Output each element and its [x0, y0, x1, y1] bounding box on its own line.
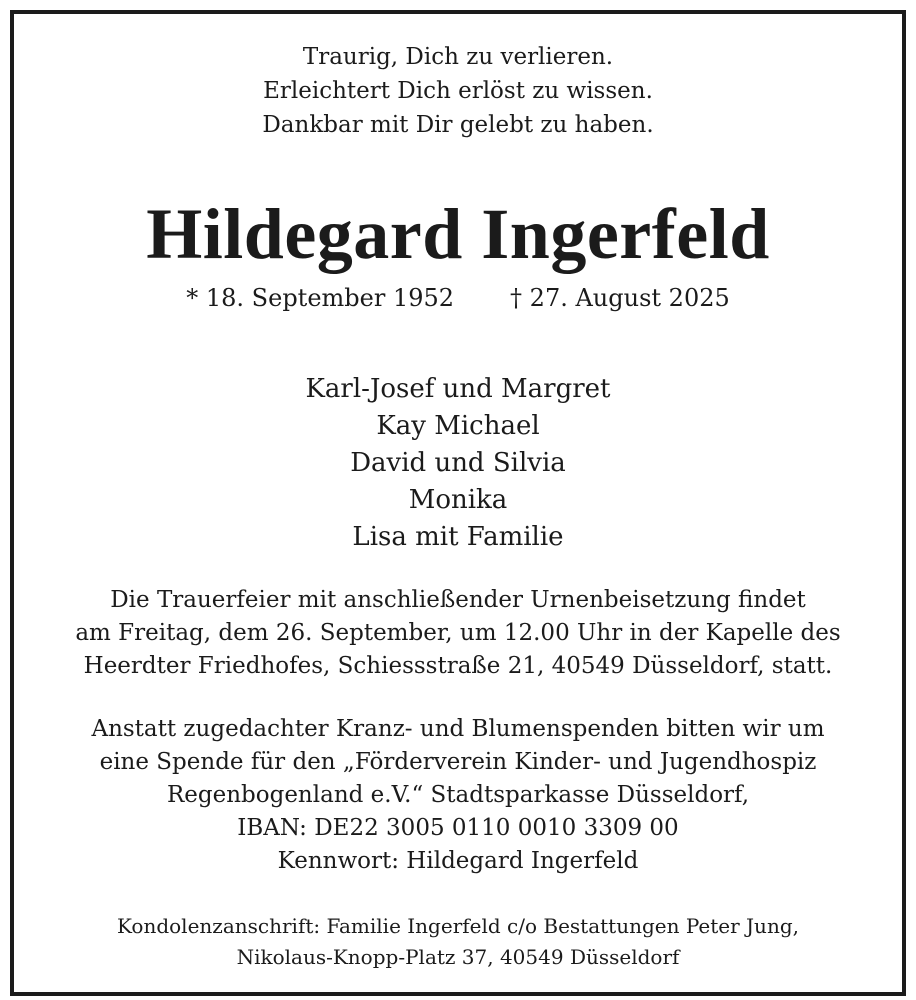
ceremony-line-3: Heerdter Friedhofes, Schiessstraße 21, 40549 Düsseldorf, statt.	[83, 653, 833, 679]
condolence-line-2: Nikolaus-Knopp-Platz 37, 40549 Düsseldorf	[236, 945, 680, 969]
verse-line-2: Erleichtert Dich erlöst zu wissen.	[263, 78, 653, 104]
donation-line-1: Anstatt zugedachter Kranz- und Blumenspenden bitten wir um	[91, 716, 825, 742]
condolence-line-1: Kondolenzanschrift: Familie Ingerfeld c/o Bestattungen Peter Jung,	[117, 914, 799, 938]
donation-line-3: Regenbogenland e.V.“ Stadtsparkasse Düsseldorf,	[166, 782, 750, 808]
birth-date: * 18. September 1952	[186, 284, 455, 312]
mourner-2: Kay Michael	[376, 411, 540, 441]
deceased-name: Hildegard Ingerfeld	[146, 194, 770, 274]
donation-line-2: eine Spende für den „Förderverein Kinder- und Jugendhospiz	[99, 749, 817, 775]
mourner-4: Monika	[408, 485, 508, 515]
obituary-notice	[10, 10, 906, 996]
mourner-5: Lisa mit Familie	[352, 522, 564, 552]
mourner-3: David und Silvia	[350, 448, 566, 478]
ceremony-line-1: Die Trauerfeier mit anschließender Urnenbeisetzung findet	[110, 587, 806, 613]
verse-line-3: Dankbar mit Dir gelebt zu haben.	[262, 112, 654, 138]
mourner-1: Karl-Josef und Margret	[305, 374, 611, 404]
death-date: † 27. August 2025	[510, 284, 730, 312]
donation-iban: IBAN: DE22 3005 0110 0010 3309 00	[237, 815, 679, 841]
ceremony-line-2: am Freitag, dem 26. September, um 12.00 Uhr in der Kapelle des	[75, 620, 841, 646]
donation-keyword: Kennwort: Hildegard Ingerfeld	[277, 848, 639, 874]
verse-line-1: Traurig, Dich zu verlieren.	[302, 44, 614, 70]
life-dates	[14, 282, 902, 314]
